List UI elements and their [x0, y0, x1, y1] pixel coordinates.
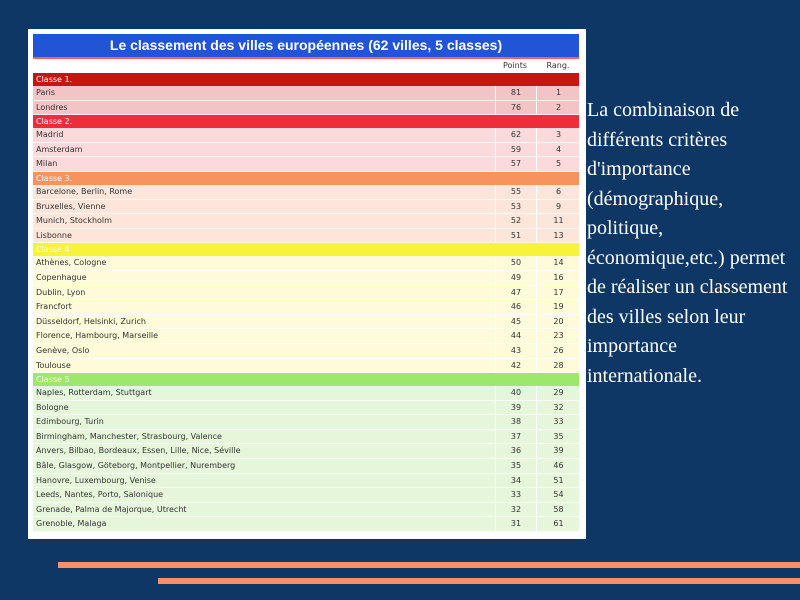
rank-cell: 16: [536, 271, 580, 285]
rank-cell: 29: [536, 386, 580, 400]
table-row: [33, 256, 579, 271]
table-row: [33, 359, 579, 374]
rank-cell: 23: [536, 329, 580, 343]
points-cell: 43: [495, 344, 536, 358]
class-band: Classe 2.: [33, 115, 579, 128]
points-cell: 76: [495, 101, 536, 115]
rank-cell: 5: [536, 157, 580, 171]
points-cell: 42: [495, 359, 536, 373]
rank-cell: 9: [536, 200, 580, 214]
city-cell: Düsseldorf, Helsinki, Zurich: [36, 316, 146, 326]
city-cell: Grenade, Palma de Majorque, Utrecht: [36, 504, 187, 514]
rank-cell: 19: [536, 300, 580, 314]
table-row: [33, 229, 579, 244]
city-cell: Naples, Rotterdam, Stuttgart: [36, 388, 152, 398]
decorative-line-top: [58, 562, 800, 568]
table-row: [33, 200, 579, 215]
city-cell: Florence, Hambourg, Marseille: [36, 331, 159, 341]
points-cell: 40: [495, 386, 536, 400]
points-cell: 53: [495, 200, 536, 214]
points-cell: 32: [495, 503, 536, 517]
table-row: [33, 517, 579, 532]
city-cell: Genève, Oslo: [36, 345, 90, 355]
points-cell: 46: [495, 300, 536, 314]
rank-cell: 26: [536, 344, 580, 358]
table-row: [33, 185, 579, 200]
table-row: [33, 488, 579, 503]
points-column-header: Points: [502, 61, 528, 70]
city-cell: Anvers, Bilbao, Bordeaux, Essen, Lille, Nice, Séville: [36, 446, 241, 456]
table-row: [33, 474, 579, 489]
city-cell: Munich, Stockholm: [36, 216, 112, 226]
points-cell: 59: [495, 143, 536, 157]
city-cell: Grenoble, Malaga: [36, 519, 107, 529]
points-cell: 55: [495, 185, 536, 199]
table-row: [33, 444, 579, 459]
rank-cell: 54: [536, 488, 580, 502]
class-band: Classe 5: [33, 373, 579, 386]
rank-cell: 35: [536, 430, 580, 444]
rank-cell: 4: [536, 143, 580, 157]
city-cell: Barcelone, Berlin, Rome: [36, 186, 133, 196]
points-cell: 31: [495, 517, 536, 531]
table-row: [33, 386, 579, 401]
table-row: [33, 286, 579, 301]
city-cell: Leeds, Nantes, Porto, Salonique: [36, 490, 164, 500]
city-cell: Athènes, Cologne: [36, 258, 107, 268]
rank-cell: 13: [536, 229, 580, 243]
rank-cell: 2: [536, 101, 580, 115]
city-cell: Birmingham, Manchester, Strasbourg, Valence: [36, 431, 222, 441]
table-body: [33, 73, 579, 532]
rank-cell: 58: [536, 503, 580, 517]
table-row: [33, 329, 579, 344]
table-row: [33, 401, 579, 416]
column-headers: [33, 60, 579, 72]
table-row: [33, 300, 579, 315]
points-cell: 57: [495, 157, 536, 171]
rank-cell: 61: [536, 517, 580, 531]
points-cell: 52: [495, 214, 536, 228]
rank-cell: 11: [536, 214, 580, 228]
table-row: [33, 271, 579, 286]
ranking-table: [28, 29, 586, 539]
rank-cell: 32: [536, 401, 580, 415]
points-cell: 33: [495, 488, 536, 502]
city-cell: Toulouse: [36, 360, 71, 370]
table-row: [33, 315, 579, 330]
city-cell: Londres: [36, 102, 68, 112]
city-cell: Amsterdam: [36, 144, 83, 154]
table-row: [33, 128, 579, 143]
decorative-line-bottom: [158, 578, 800, 584]
rank-column-header: Rang.: [546, 61, 570, 70]
rank-cell: 6: [536, 185, 580, 199]
table-row: [33, 430, 579, 445]
points-cell: 49: [495, 271, 536, 285]
rank-cell: 51: [536, 474, 580, 488]
city-cell: Lisbonne: [36, 230, 72, 240]
table-row: [33, 214, 579, 229]
table-row: [33, 503, 579, 518]
class-band: Classe 4: [33, 243, 579, 256]
city-cell: Hanovre, Luxembourg, Venise: [36, 475, 156, 485]
class-band: Classe 3.: [33, 172, 579, 185]
city-cell: Francfort: [36, 302, 72, 312]
points-cell: 36: [495, 444, 536, 458]
rank-cell: 1: [536, 86, 580, 100]
points-cell: 51: [495, 229, 536, 243]
city-cell: Bruxelles, Vienne: [36, 201, 106, 211]
points-cell: 47: [495, 286, 536, 300]
points-cell: 62: [495, 128, 536, 142]
rank-cell: 39: [536, 444, 580, 458]
class-band: Classe 1.: [33, 73, 579, 86]
rank-cell: 28: [536, 359, 580, 373]
city-cell: Edimbourg, Turin: [36, 417, 104, 427]
rank-cell: 46: [536, 459, 580, 473]
rank-cell: 14: [536, 256, 580, 270]
points-cell: 50: [495, 256, 536, 270]
points-cell: 45: [495, 315, 536, 329]
table-row: [33, 101, 579, 116]
rank-cell: 17: [536, 286, 580, 300]
points-cell: 34: [495, 474, 536, 488]
points-cell: 81: [495, 86, 536, 100]
city-cell: Dublin, Lyon: [36, 287, 86, 297]
rank-cell: 20: [536, 315, 580, 329]
description-text: La combinaison de différents critères d'importance (démographique, politique, économique,etc.) permet de réaliser un classement des villes selon leur importance internationale.: [587, 99, 788, 387]
city-cell: Bâle, Glasgow, Göteborg, Montpellier, Nuremberg: [36, 461, 236, 471]
city-cell: Milan: [36, 159, 58, 169]
points-cell: 38: [495, 415, 536, 429]
city-cell: Bologne: [36, 402, 69, 412]
table-row: [33, 143, 579, 158]
rank-cell: 3: [536, 128, 580, 142]
table-row: [33, 415, 579, 430]
table-row: [33, 459, 579, 474]
points-cell: 44: [495, 329, 536, 343]
table-row: [33, 344, 579, 359]
city-cell: Paris: [36, 88, 56, 97]
table-title: Le classement des villes européennes (62 villes, 5 classes): [33, 34, 579, 59]
city-cell: Copenhague: [36, 272, 87, 282]
table-row: [33, 157, 579, 172]
points-cell: 35: [495, 459, 536, 473]
points-cell: 39: [495, 401, 536, 415]
city-cell: Madrid: [36, 130, 64, 140]
rank-cell: 33: [536, 415, 580, 429]
table-row: [33, 86, 579, 101]
points-cell: 37: [495, 430, 536, 444]
